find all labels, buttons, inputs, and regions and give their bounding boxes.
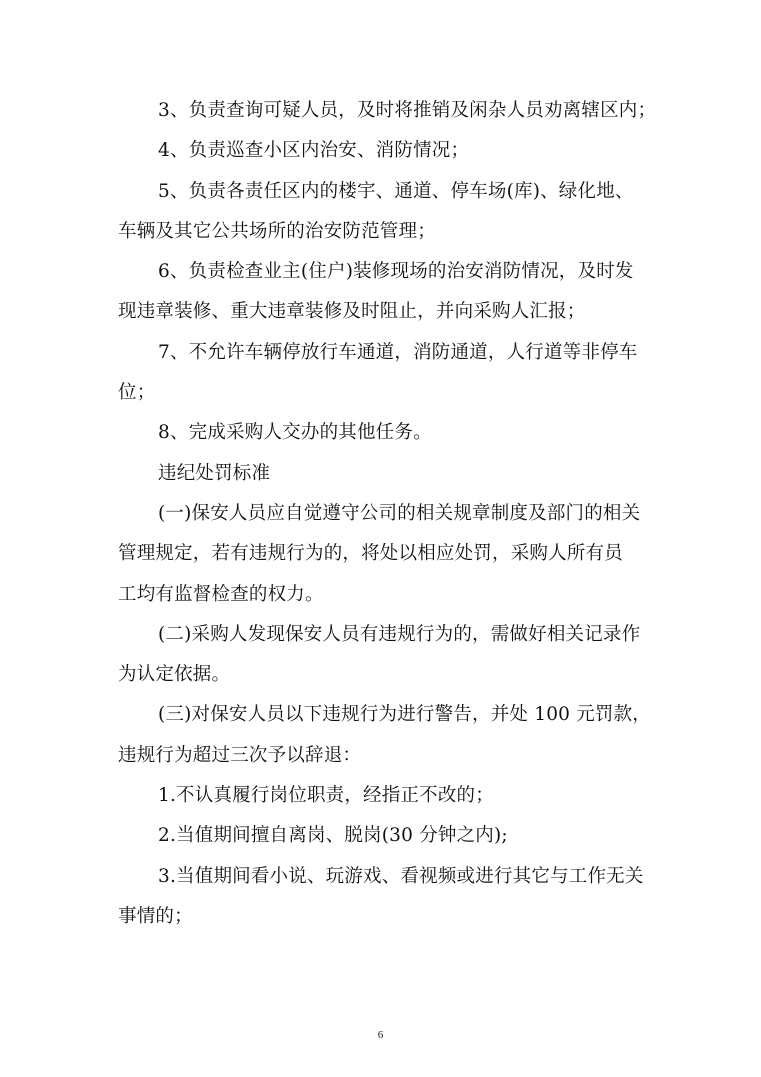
paragraph-line-duty-8: 8、完成采购人交办的其他任务。 (158, 422, 432, 444)
paragraph-line-duty-6: 6、负责检查业主(住户)装修现场的治安消防情况，及时发 (158, 261, 634, 283)
paragraph-line-duty-7-cont: 位； (118, 382, 156, 404)
paragraph-line-rule-1-cont-b: 工均有监督检查的权力。 (118, 583, 324, 605)
list-item-violation-3: 3.当值期间看小说、玩游戏、看视频或进行其它与工作无关 (158, 865, 644, 887)
paragraph-line-duty-7: 7、不允许车辆停放行车通道，消防通道，人行道等非停车 (158, 341, 638, 363)
paragraph-line-duty-5: 5、负责各责任区内的楼宇、通道、停车场(库)、绿化地、 (158, 180, 634, 202)
list-item-violation-1: 1.不认真履行岗位职责，经指正不改的； (158, 785, 494, 807)
paragraph-line-rule-1: (一)保安人员应自觉遵守公司的相关规章制度及部门的相关 (158, 502, 641, 524)
paragraph-line-duty-6-cont: 现违章装修、重大违章装修及时阻止，并向采购人汇报； (118, 301, 586, 323)
list-item-violation-2: 2.当值期间擅自离岗、脱岗(30 分钟之内); (158, 825, 508, 847)
paragraph-line-duty-5-cont: 车辆及其它公共场所的治安防范管理； (118, 220, 436, 242)
paragraph-line-duty-3: 3、负责查询可疑人员，及时将推销及闲杂人员劝离辖区内； (158, 100, 657, 121)
paragraph-line-rule-2-cont: 为认定依据。 (118, 664, 231, 686)
list-item-violation-3-cont: 事情的； (118, 905, 193, 927)
document-body (118, 91, 657, 937)
section-heading-penalty-standards: 违纪处罚标准 (158, 462, 271, 484)
page-number: 6 (377, 1029, 384, 1041)
paragraph-line-duty-4: 4、负责巡查小区内治安、消防情况； (158, 140, 470, 162)
paragraph-line-rule-2: (二)采购人发现保安人员有违规行为的，需做好相关记录作 (158, 623, 641, 645)
paragraph-line-rule-3-cont: 违规行为超过三次予以辞退： (118, 744, 362, 766)
paragraph-line-rule-3: (三)对保安人员以下违规行为进行警告，并处 100 元罚款， (158, 704, 652, 726)
paragraph-line-rule-1-cont-a: 管理规定，若有违规行为的，将处以相应处罚，采购人所有员 (118, 543, 623, 565)
